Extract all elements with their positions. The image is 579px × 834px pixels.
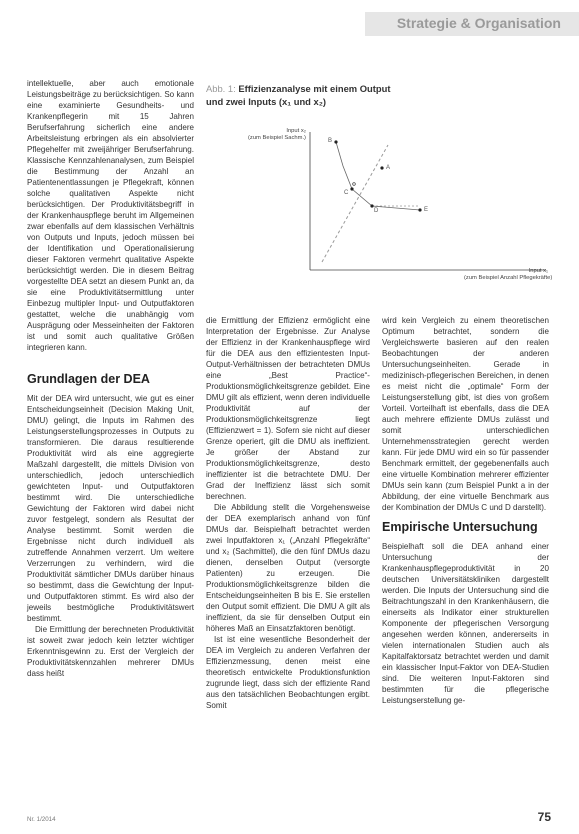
- paragraph: Ist ist eine wesentliche Besonderheit der DEA im Vergleich zu anderen Verfahren der Effizienzmessung, denen meist eine theoretisch entwickelte Produktionsfunktion zugrunde liegt, dass sich der effiziente Rand aus den tatsächlichen Beobachtungen ergibt. Somit: [206, 635, 370, 710]
- paragraph: Beispielhaft soll die DEA anhand einer Untersuchung der Krankenhauspflegeproduktivität in 20 deutschen Universitätskliniken dargestellt werden. Die Inputs der Untersuchung sind die Beitrachtungszahl in den Krankenhäusern, die einerseits als Indikator einer strukturellen Komponente der pflegerischen Versorgung angesehen werden können, andererseits in vielen internationalen Studien auch als Kapitalfaktorsatz betrachtet werden und damit ein klassischer Input-Faktor von DEA-Studien sind. Die weiteren Input-Faktoren sind bestimmten für die pflegerische Leistungserstellung ge-: [382, 542, 549, 705]
- point-label-c: C: [344, 190, 349, 196]
- paragraph: Mit der DEA wird untersucht, wie gut es einer Entscheidungseinheit (Decision Making Unit, DMU) gelingt, die Inputs im Rahmen des Leistungserstellungsprozesses in Outputs zu transformieren. Die daraus resultierende Produktivität wird als eine aggregierte Maßzahl dargestellt, die mittels Division von unterschiedlich, jedoch unterschiedlich gewichteten Input- und Outputfaktoren bestimmt wird. Die unterschiedliche Gewichtung der Faktoren wird dabei nicht zuvor festgelegt, sondern als Resultat der Analyse bestimmt. Somit werden die Ergebnisse nicht durch individuell als zutreffende Annahmen verzerrt. Um weitere Verzerrungen zu verhindern, wird die Produktivität sämtlicher DMUs darüber hinaus so bestimmt, dass die Gewichtung der Input- und Outputfaktoren stimmt. Es wird also der jeweils bestmögliche Produktivitätswert bestimmt.: [27, 394, 194, 623]
- paragraph: Die Abbildung stellt die Vorgehensweise der DEA exemplarisch anhand von fünf DMUs dar. Beispielhaft betrachtet werden zwei Inputfaktoren x₁ („Anzahl Pflegekräfte“ und x₂ (Sachmittel), die den fünf DMUs dazu dienen, denselben Output (versorgte Patienten) zu erzeugen. Die Produktionsmöglichkeitsgrenze bilden die Entscheidungseinheiten B bis E. Sie erstellen den Output somit effizient. Die DMU A gilt als ineffizient, da sie für denselben Output ein höheres Maß an Einsatzfaktoren benötigt.: [206, 503, 370, 633]
- text-column-2: [206, 315, 370, 711]
- point-e: [418, 208, 421, 211]
- figure-title-line2: und zwei Inputs (x₁ und x₂): [206, 96, 327, 107]
- paragraph: wird kein Vergleich zu einem theoretischen Optimum betrachtet, sondern die Vergleichswerte basieren auf den realen Beobachtungen der anderen Untersuchungseinheiten. Gerade in medizinisch-pflegerischen Bereichen, in denen es meist nicht die „optimale“ Form der Leistungserstellung gibt, ist dies von großem Vorteil. Vorteilhaft ist ebenfalls, dass die DEA auch mehrere effiziente DMUs zulässt und somit unterschiedlichen Unternehmensstrategien gerecht werden kann. Für jede DMU wird ein so für passender Benchmark ermittelt, der gegebenenfalls auch eine virtuelle Kombination mehrerer effizienter DMUs sein kann (zum Beispiel Punkt a in der Abbildung, der eine virtuelle Benchmark aus der Kombination der DMUs C und D darstellt).: [382, 316, 549, 512]
- point-a-prime: [353, 183, 356, 186]
- page-header: [0, 0, 579, 40]
- point-label-d: D: [374, 208, 379, 214]
- ray-line: [322, 145, 391, 262]
- paragraph: Die Ermittlung der berechneten Produktivität ist soweit zwar jedoch kein letzter wichtiger Erkenntnisgewinn zu. Erst der Vergleich der Produktivitätskennzahlen mehrerer DMUs dass heißt: [27, 625, 194, 678]
- section-heading: Grundlagen der DEA: [27, 372, 150, 386]
- point-label-b: B: [328, 138, 333, 144]
- y-axis-label-line1: Input x₂: [286, 128, 306, 134]
- section-title: Strategie & Organisation: [396, 15, 561, 31]
- text-column-1: [27, 78, 194, 679]
- figure-title-line1: Effizienzanalyse mit einem Output: [238, 83, 391, 94]
- x-axis-label: [464, 268, 553, 282]
- figure-caption: [206, 82, 551, 108]
- paragraph: intellektuelle, aber auch emotionale Leistungsbeiträge zu berücksichtigen. So kann eine examinierte Gesundheits- und Krankenpflegerin mit 15 Jahren Berufserfahrung sicherlich eine andere Arbeitsleistung erbringen als ein absolvierter Pflegehelfer mit zweijähriger Berufserfahrung. Klassische Kennzahlenanalysen, zum Beispiel die Bestimmung der Anzahl an Patientenentlassungen je Pflegekraft, können solche qualitativen Aspekte nicht berücksichtigen. Der Produktivitätsbegriff in der Krankenhauspflege beruht im Allgemeinen zwar ebenfalls auf dem klassischen Verhältnis von Outputs und Inputs, jedoch müssen bei der Identifikation und Operationalisierung dieser Faktoren vermehrt qualitative Aspekte berücksichtigt werden. Die in diesem Beitrag vorgestellte DEA setzt an diesem Punkt an, da sie eine Produktivitätsermittlung unter Einbezug multipler Input- und Outputfaktoren gestattet, welche die unabhängig vom Ausprägung oder Messeinheiten der Faktoren ist und somit auch qualitative Größen integrieren kann.: [27, 79, 194, 352]
- x-axis-label-line1: Input x₁: [528, 268, 548, 274]
- point-label-a: A: [386, 165, 391, 171]
- point-b: [334, 140, 337, 143]
- paragraph: die Ermittlung der Effizienz ermöglicht eine Interpretation der Ergebnisse. Zur Analyse der Effizienz in der Krankenhauspflege wird für die DEA aus den effizientesten Input-Output-Verhältnissen der betrachteten DMUs eine „Best Practice“-Produktionsmöglichkeitsgrenze gebildet. Eine DMU gilt als effizient, wenn deren individuelle Produktivität auf der Produktionsmöglichkeitsgrenze liegt (Effizienzwert = 1). Sofern sie nicht auf dieser Grenze operiert, gilt die DMU als ineffizient. Je größer der Abstand zur Produktionsmöglichkeitsgrenze, desto ineffizienter ist die betrachtete DMU. Der Grad der Ineffizienz lässt sich somit berechnen.: [206, 316, 370, 501]
- section-heading: Empirische Untersuchung: [382, 520, 538, 534]
- page-number: 75: [537, 810, 551, 824]
- point-a: [380, 166, 383, 169]
- y-axis-label-line2: (zum Beispiel Sachm.): [248, 135, 306, 141]
- point-c: [350, 187, 353, 190]
- efficiency-frontier: [336, 142, 420, 210]
- y-axis-label: [246, 128, 306, 142]
- text-column-3: [382, 315, 549, 706]
- point-label-e: E: [424, 207, 429, 213]
- issue-label: Nr. 1/2014: [27, 816, 56, 823]
- figure-label: Abb. 1:: [206, 83, 236, 94]
- x-axis-label-line2: (zum Beispiel Anzahl Pflegekräfte): [464, 275, 553, 281]
- efficiency-figure: [206, 110, 551, 295]
